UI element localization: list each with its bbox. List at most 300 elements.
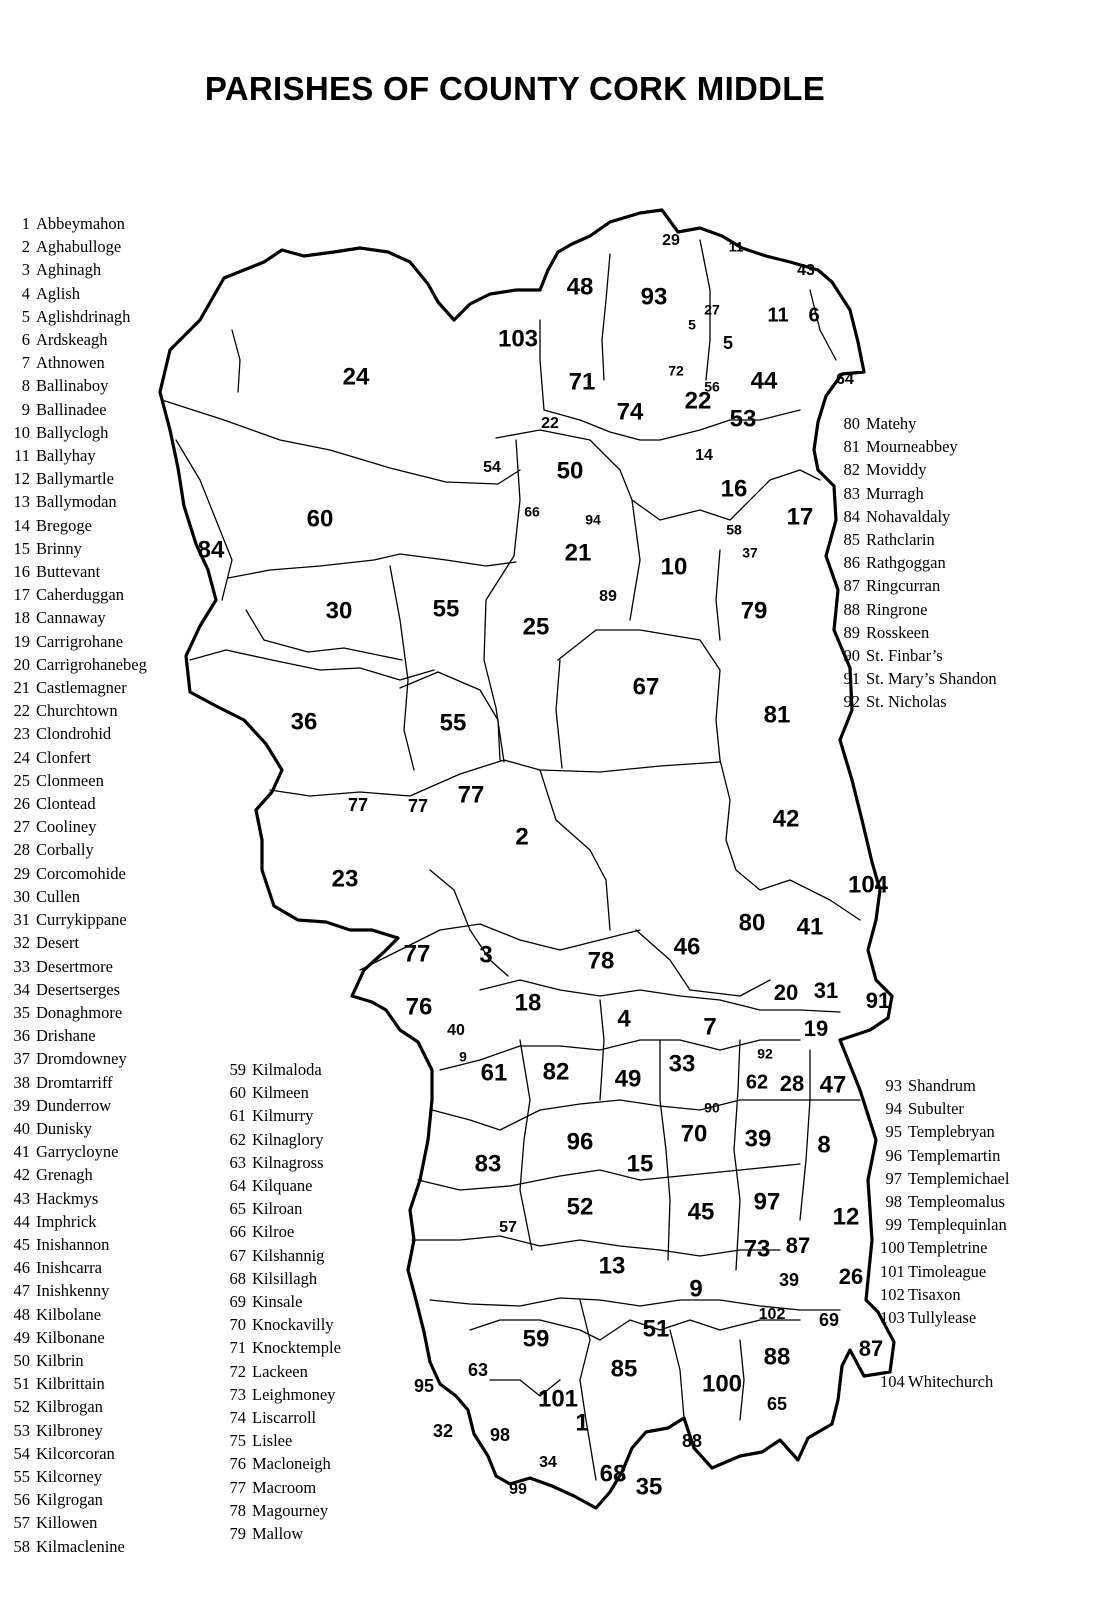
parish-number-label: 39 <box>744 1125 772 1153</box>
legend-entry-number: 4 <box>21 283 30 303</box>
legend-entry <box>8 862 147 885</box>
legend-entry-number: 84 <box>843 506 860 526</box>
legend-entry-name: Ardskeagh <box>36 330 108 350</box>
legend-entry <box>8 583 147 606</box>
parish-number-label: 66 <box>524 503 540 520</box>
legend-entry-number: 68 <box>229 1268 246 1288</box>
legend-entry-name: Clonfert <box>36 747 91 767</box>
legend-entry-name: Kilnaglory <box>252 1129 324 1149</box>
legend-entry-number: 22 <box>13 701 30 721</box>
legend-entry-name: Carrigrohane <box>36 631 124 651</box>
legend-entry-name: Templetrine <box>908 1238 988 1258</box>
legend-entry <box>8 606 147 629</box>
legend-entry-number: 39 <box>13 1095 30 1115</box>
legend-entry <box>880 1167 1009 1190</box>
legend-entry-name: Athnowen <box>36 353 105 373</box>
legend-entry-number: 6 <box>21 330 30 350</box>
legend-entry-number: 102 <box>880 1284 905 1304</box>
legend-entry-number: 75 <box>229 1431 246 1451</box>
legend-entry-number: 73 <box>229 1384 246 1404</box>
legend-entry-number: 2 <box>21 237 30 257</box>
legend-entry <box>880 1283 1009 1306</box>
legend-entry-name: Desert <box>36 933 80 953</box>
legend-entry <box>8 908 147 931</box>
legend-entry-number: 18 <box>13 608 30 628</box>
legend-entry-number: 104 <box>880 1372 905 1391</box>
legend-entry <box>8 630 147 653</box>
legend-entry-name: Desertserges <box>36 979 120 999</box>
legend-entry <box>8 514 147 537</box>
legend-entry-name: Grenagh <box>36 1165 93 1185</box>
parish-number-label: 14 <box>695 447 713 465</box>
legend-entry-name: Whitechurch <box>908 1372 994 1391</box>
legend-entry-number: 61 <box>229 1106 246 1126</box>
legend-entry <box>838 435 997 458</box>
legend-entry-number: 54 <box>13 1443 30 1463</box>
parish-number-label: 55 <box>439 709 467 737</box>
legend-entry <box>8 1535 147 1558</box>
legend-entry-name: Corbally <box>36 840 94 860</box>
legend-entry-name: Brinny <box>36 538 82 558</box>
parish-number-label: 59 <box>522 1325 550 1353</box>
legend-entry <box>8 1442 147 1465</box>
legend-entry <box>8 1210 147 1233</box>
parish-number-label: 4 <box>617 1005 631 1033</box>
parish-number-label: 1 <box>575 1409 589 1437</box>
parish-number-label: 73 <box>743 1235 771 1263</box>
legend-entry-name: Kilbrittain <box>36 1374 105 1394</box>
legend-entry-name: Cooliney <box>36 817 97 837</box>
legend-entry-number: 60 <box>229 1083 246 1103</box>
legend-entry <box>218 1383 341 1406</box>
legend-entry-number: 36 <box>13 1026 30 1046</box>
parish-number-label: 82 <box>542 1058 570 1086</box>
legend-entry <box>8 1326 147 1349</box>
legend-entry-name: Rathgoggan <box>866 553 946 573</box>
legend-entry-number: 71 <box>229 1338 246 1358</box>
legend-entry-name: Dromtarriff <box>36 1072 113 1092</box>
legend-entry-number: 27 <box>13 817 30 837</box>
legend-entry <box>8 838 147 861</box>
legend-entry <box>8 235 147 258</box>
legend-entry <box>8 885 147 908</box>
legend-entry <box>8 1233 147 1256</box>
legend-entry-number: 10 <box>13 422 30 442</box>
legend-entry-number: 80 <box>843 414 860 433</box>
legend-entry <box>8 421 147 444</box>
legend-entry-number: 65 <box>229 1199 246 1219</box>
parish-number-label: 12 <box>832 1203 860 1231</box>
legend-entry <box>218 1151 341 1174</box>
legend-entry-name: Kilmaclenine <box>36 1536 125 1556</box>
legend-entry-number: 51 <box>13 1374 30 1394</box>
parish-number-label: 51 <box>642 1315 670 1343</box>
parish-number-label: 7 <box>703 1013 717 1041</box>
legend-entry <box>838 690 997 713</box>
legend-entry <box>8 1047 147 1070</box>
legend-entry <box>880 1236 1009 1259</box>
map-title: PARISHES OF COUNTY CORK MIDDLE <box>204 70 826 107</box>
parish-number-label: 30 <box>325 597 353 625</box>
legend-entry-number: 92 <box>843 692 860 712</box>
legend-entry-name: Ringcurran <box>866 576 941 596</box>
legend-entry-name: Tisaxon <box>908 1284 961 1304</box>
legend-entry-number: 46 <box>13 1258 30 1278</box>
legend-entry-number: 49 <box>13 1327 30 1347</box>
legend-entry <box>218 1104 341 1127</box>
legend-entry <box>8 305 147 328</box>
legend-entry-name: Liscarroll <box>252 1408 317 1428</box>
legend-entry-number: 38 <box>13 1072 30 1092</box>
legend-entry <box>8 328 147 351</box>
legend-entry-number: 99 <box>885 1215 902 1235</box>
parish-number-label: 70 <box>680 1120 708 1148</box>
legend-entry <box>8 1094 147 1117</box>
legend-entry-name: Ballymodan <box>36 492 117 512</box>
legend-entry-number: 96 <box>885 1145 902 1165</box>
parish-number-label: 91 <box>865 987 891 1013</box>
legend-entry <box>218 1476 341 1499</box>
legend-entry-number: 55 <box>13 1466 30 1486</box>
legend-entry-name: Macloneigh <box>252 1454 331 1474</box>
legend-entry <box>880 1120 1009 1143</box>
legend-entry-name: Tullylease <box>908 1308 977 1328</box>
legend-entry-number: 17 <box>13 585 30 605</box>
parish-number-label: 79 <box>740 597 768 625</box>
parish-number-label: 61 <box>480 1059 508 1087</box>
legend-entry <box>8 1395 147 1418</box>
legend-entry-name: Ballinaboy <box>36 376 109 396</box>
legend-entry <box>8 722 147 745</box>
parish-number-label: 87 <box>858 1335 884 1361</box>
legend-entry <box>218 1174 341 1197</box>
parish-number-label: 54 <box>483 459 501 477</box>
legend-entry-name: Castlemagner <box>36 678 127 698</box>
legend-entry-number: 14 <box>13 515 30 535</box>
legend-entry <box>8 1303 147 1326</box>
legend-entry-name: Kilsillagh <box>252 1268 318 1288</box>
parish-number-label: 88 <box>681 1430 703 1451</box>
legend-entry <box>8 676 147 699</box>
parish-number-label: 67 <box>632 673 660 701</box>
legend-entry-number: 52 <box>13 1397 30 1417</box>
legend-entry-name: Ballinadee <box>36 399 107 419</box>
legend-entry-name: Clontead <box>36 794 96 814</box>
legend-entry <box>880 1306 1009 1329</box>
legend-entry-name: Kilbrogan <box>36 1397 103 1417</box>
legend-entry-name: Aglishdrinagh <box>36 306 131 326</box>
parish-number-label: 11 <box>767 304 789 327</box>
legend-entry <box>880 1144 1009 1167</box>
legend-entry-name: Magourney <box>252 1500 329 1520</box>
legend-entry-number: 86 <box>843 553 860 573</box>
legend-entry-number: 12 <box>13 469 30 489</box>
legend-entry <box>218 1081 341 1104</box>
legend-entry-number: 67 <box>229 1245 246 1265</box>
legend-entry-name: Templemichael <box>908 1168 1010 1188</box>
legend-entry-name: Kilmaloda <box>252 1060 322 1079</box>
legend-entry-name: Dromdowney <box>36 1049 127 1069</box>
legend-entry-name: Kilquane <box>252 1176 313 1196</box>
parish-number-label: 55 <box>432 595 460 623</box>
parish-number-label: 83 <box>474 1150 502 1178</box>
legend-entry-name: Kilbrin <box>36 1350 84 1370</box>
legend-entry <box>880 1260 1009 1283</box>
parish-number-label: 103 <box>497 325 539 353</box>
legend-entry-name: Lislee <box>252 1431 293 1451</box>
legend-entry-name: Shandrum <box>908 1076 976 1095</box>
legend-entry-name: Kilbonane <box>36 1327 105 1347</box>
legend-entry <box>218 1336 341 1359</box>
legend-entry-name: Desertmore <box>36 956 113 976</box>
parish-number-label: 57 <box>499 1219 517 1237</box>
legend-entry-number: 70 <box>229 1315 246 1335</box>
legend-entry-number: 35 <box>13 1002 30 1022</box>
parish-number-label: 28 <box>779 1070 805 1096</box>
legend-entry-number: 26 <box>13 794 30 814</box>
legend-entry <box>218 1522 341 1545</box>
legend-entry-number: 5 <box>21 306 30 326</box>
parish-number-label: 19 <box>803 1015 829 1041</box>
parish-number-label: 99 <box>509 1481 527 1499</box>
parish-number-label: 98 <box>489 1424 511 1445</box>
legend-entry <box>8 537 147 560</box>
legend-entry <box>218 1406 341 1429</box>
parish-number-label: 89 <box>599 588 617 606</box>
legend-entry <box>218 1244 341 1267</box>
legend-entry-number: 9 <box>21 399 30 419</box>
legend-entry-name: Moviddy <box>866 460 927 480</box>
legend-entry <box>838 574 997 597</box>
legend-entry-name: Lackeen <box>252 1361 308 1381</box>
parish-number-label: 77 <box>407 795 429 816</box>
legend-entry <box>8 1279 147 1302</box>
legend-entry-number: 29 <box>13 863 30 883</box>
legend-column <box>880 1074 1009 1329</box>
legend-entry <box>218 1360 341 1383</box>
legend-entry <box>8 769 147 792</box>
parish-number-label: 21 <box>564 539 592 567</box>
parish-number-label: 37 <box>742 544 758 561</box>
legend-entry <box>8 1001 147 1024</box>
legend-entry <box>8 955 147 978</box>
legend-entry-number: 89 <box>843 622 860 642</box>
legend-entry <box>838 528 997 551</box>
legend-entry-name: Dunderrow <box>36 1095 112 1115</box>
legend-entry-name: Aghabulloge <box>36 237 122 257</box>
legend-entry <box>8 1071 147 1094</box>
legend-entry-number: 82 <box>843 460 860 480</box>
legend-entry-name: Carrigrohanebeg <box>36 654 147 674</box>
legend-entry <box>8 374 147 397</box>
legend-entry-name: Inishannon <box>36 1234 110 1254</box>
parish-number-label: 77 <box>347 794 369 815</box>
parish-number-label: 93 <box>640 283 668 311</box>
legend-entry <box>8 931 147 954</box>
legend-entry <box>8 258 147 281</box>
parish-number-label: 68 <box>599 1460 627 1488</box>
parish-number-label: 69 <box>818 1309 840 1330</box>
legend-entry-number: 56 <box>13 1490 30 1510</box>
legend-entry-number: 15 <box>13 538 30 558</box>
legend-entry-name: Matehy <box>866 414 917 433</box>
legend-entry-number: 78 <box>229 1500 246 1520</box>
parish-number-label: 17 <box>786 503 814 531</box>
parish-number-label: 32 <box>432 1420 454 1441</box>
legend-entry-number: 45 <box>13 1234 30 1254</box>
legend-entry-name: Ballyhay <box>36 446 96 466</box>
legend-entry-name: Templebryan <box>908 1122 995 1142</box>
parish-number-label: 104 <box>847 871 889 899</box>
legend-entry-number: 28 <box>13 840 30 860</box>
legend-entry-name: Kilmurry <box>252 1106 314 1126</box>
legend-entry-name: Clonmeen <box>36 770 104 790</box>
legend-entry-number: 88 <box>843 599 860 619</box>
legend-entry-number: 47 <box>13 1281 30 1301</box>
parish-number-label: 2 <box>515 823 529 851</box>
legend-entry-number: 21 <box>13 678 30 698</box>
legend-entry-number: 62 <box>229 1129 246 1149</box>
legend-entry-number: 40 <box>13 1118 30 1138</box>
legend-entry-name: Templemartin <box>908 1145 1001 1165</box>
legend-entry <box>8 1140 147 1163</box>
parish-number-label: 90 <box>704 1099 720 1116</box>
legend-entry-name: Clondrohid <box>36 724 112 744</box>
parish-number-label: 6 <box>808 304 820 327</box>
legend-entry-number: 76 <box>229 1454 246 1474</box>
legend-entry <box>880 1097 1009 1120</box>
parish-number-label: 9 <box>459 1048 467 1065</box>
parish-number-label: 10 <box>660 553 688 581</box>
legend-entry-name: Drishane <box>36 1026 96 1046</box>
parish-number-label: 35 <box>635 1473 663 1501</box>
parish-number-label: 20 <box>773 979 799 1005</box>
legend-entry-number: 57 <box>13 1513 30 1533</box>
legend-entry <box>8 1163 147 1186</box>
legend-entry-number: 63 <box>229 1152 246 1172</box>
legend-entry-name: Kinsale <box>252 1292 303 1312</box>
legend-entry-name: Inishcarra <box>36 1258 102 1278</box>
legend-entry <box>880 1190 1009 1213</box>
legend-entry <box>838 482 997 505</box>
legend-entry-number: 79 <box>229 1524 246 1544</box>
legend-entry-number: 98 <box>885 1192 902 1212</box>
legend-entry-name: Imphrick <box>36 1211 97 1231</box>
legend-entry <box>880 1213 1009 1236</box>
parish-number-label: 100 <box>701 1370 743 1398</box>
legend-entry-number: 95 <box>885 1122 902 1142</box>
legend-entry-number: 72 <box>229 1361 246 1381</box>
legend-entry <box>8 978 147 1001</box>
legend-entry-name: Dunisky <box>36 1118 92 1138</box>
legend-entry-name: Garrycloyne <box>36 1142 119 1162</box>
parish-number-label: 33 <box>668 1050 696 1078</box>
parish-number-label: 3 <box>479 941 493 969</box>
parish-number-label: 50 <box>556 457 584 485</box>
legend-entry-number: 103 <box>880 1308 905 1328</box>
legend-entry-number: 13 <box>13 492 30 512</box>
parish-number-label: 74 <box>616 398 644 426</box>
legend-entry-name: Kilnagross <box>252 1152 324 1172</box>
legend-entry <box>8 1349 147 1372</box>
legend-entry-name: Inishkenny <box>36 1281 110 1301</box>
legend-entry-number: 16 <box>13 562 30 582</box>
parish-number-label: 13 <box>598 1252 626 1280</box>
legend-entry-number: 90 <box>843 646 860 666</box>
legend-entry-number: 19 <box>13 631 30 651</box>
parish-number-label: 71 <box>568 368 596 396</box>
legend-entry <box>8 1419 147 1442</box>
legend-entry-name: Ringrone <box>866 599 928 619</box>
legend-entry <box>8 815 147 838</box>
legend-entry <box>838 505 997 528</box>
legend-entry-number: 77 <box>229 1477 246 1497</box>
legend-entry-name: St. Mary’s Shandon <box>866 669 997 689</box>
legend-entry-number: 100 <box>880 1238 905 1258</box>
legend-entry-number: 50 <box>13 1350 30 1370</box>
legend-entry-number: 94 <box>885 1099 902 1119</box>
legend-entry-name: Leighmoney <box>252 1384 336 1404</box>
legend-entry <box>838 412 997 435</box>
legend-entry-number: 43 <box>13 1188 30 1208</box>
parish-number-label: 102 <box>758 1306 786 1324</box>
parish-number-label: 45 <box>687 1198 715 1226</box>
legend-entry <box>8 1372 147 1395</box>
parish-number-label: 23 <box>331 865 359 893</box>
legend-entry-name: Bregoge <box>36 515 92 535</box>
parish-number-label: 87 <box>785 1232 811 1258</box>
legend-entry-name: Kilshannig <box>252 1245 325 1265</box>
parish-number-label: 39 <box>778 1269 800 1290</box>
parish-number-label: 92 <box>757 1045 773 1062</box>
parish-number-label: 77 <box>457 781 485 809</box>
legend-entry-number: 59 <box>229 1060 246 1079</box>
legend-entry-number: 8 <box>21 376 30 396</box>
legend-entry <box>880 1074 1009 1097</box>
legend-entry-name: Subulter <box>908 1099 964 1119</box>
legend-entry-number: 32 <box>13 933 30 953</box>
legend-entry <box>218 1499 341 1522</box>
legend-entry <box>218 1128 341 1151</box>
legend-entry <box>838 621 997 644</box>
legend-entry-name: Knocktemple <box>252 1338 341 1358</box>
parish-number-label: 56 <box>704 378 720 395</box>
parish-number-label: 76 <box>405 993 433 1021</box>
parish-number-label: 63 <box>467 1359 489 1380</box>
legend-entry-name: Macroom <box>252 1477 317 1497</box>
legend-entry-name: Timoleague <box>908 1261 987 1281</box>
parish-number-label: 77 <box>403 940 431 968</box>
parish-number-label: 84 <box>197 536 225 564</box>
legend-entry <box>838 458 997 481</box>
legend-entry-number: 33 <box>13 956 30 976</box>
legend-entry-name: Kilbolane <box>36 1304 102 1324</box>
parish-number-label: 24 <box>342 363 370 391</box>
legend-entry-number: 24 <box>13 747 30 767</box>
legend-entry-name: Kilmeen <box>252 1083 309 1103</box>
legend-entry-name: Churchtown <box>36 701 118 721</box>
parish-number-label: 9 <box>689 1275 703 1303</box>
legend-entry-number: 64 <box>229 1176 246 1196</box>
legend-entry-number: 20 <box>13 654 30 674</box>
legend-entry-name: Donaghmore <box>36 1002 123 1022</box>
legend-entry-name: Kilcorcoran <box>36 1443 115 1463</box>
parish-number-label: 48 <box>566 273 594 301</box>
legend-entry-name: Kilcorney <box>36 1466 102 1486</box>
parish-number-label: 85 <box>610 1355 638 1383</box>
legend-entry-name: Hackmys <box>36 1188 99 1208</box>
legend-entry-number: 101 <box>880 1261 905 1281</box>
